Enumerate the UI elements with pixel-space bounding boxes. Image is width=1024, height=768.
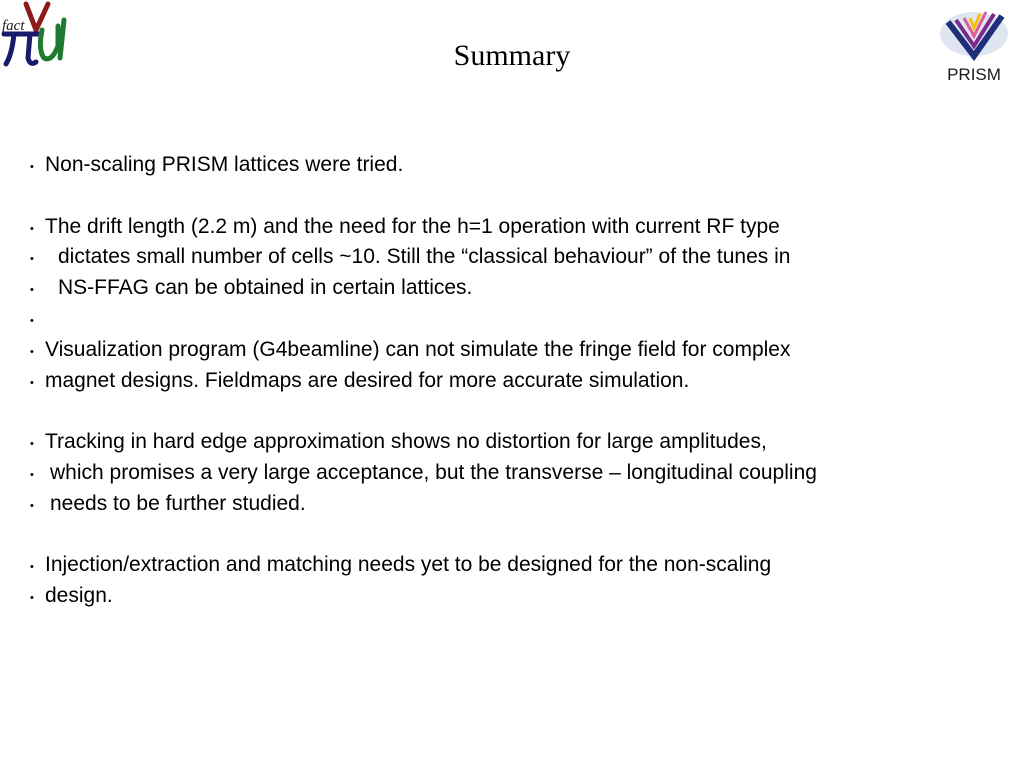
bullet-line: [30, 304, 1010, 335]
bullet-line: [30, 427, 1010, 458]
bullet-dot: •: [30, 468, 34, 481]
blank-line: [30, 520, 1010, 551]
bullet-text: needs to be further studied.: [50, 491, 306, 515]
bullet-text: Injection/extraction and matching needs yet to be designed for the non-scaling: [45, 553, 772, 577]
bullet-text: Non-scaling PRISM lattices were tried.: [45, 153, 404, 176]
bullet-line: [30, 335, 1010, 366]
bullet-text: design.: [45, 584, 113, 608]
blank-line: [30, 181, 1010, 212]
bullet-dot: •: [30, 314, 34, 327]
bullet-dot: •: [30, 284, 34, 297]
bullet-line: [30, 242, 1010, 273]
bullet-text: magnet designs. Fieldmaps are desired for more accurate simulation.: [45, 368, 690, 392]
bullet-line: [30, 489, 1010, 520]
blank-line: [30, 396, 1010, 427]
logo-fact-text: fact: [2, 18, 25, 34]
bullet-dot: •: [30, 222, 34, 235]
bullet-line: [30, 150, 1010, 181]
bullet-dot: •: [30, 438, 34, 451]
bullet-line: [30, 273, 1010, 304]
bullet-line: [30, 458, 1010, 489]
bullet-dot: •: [30, 345, 34, 358]
bullet-text: which promises a very large acceptance, but the transverse – longitudinal coupling: [50, 460, 817, 484]
bullet-text: Tracking in hard edge approximation shows no distortion for large amplitudes,: [45, 430, 767, 454]
bullet-dot: •: [30, 499, 34, 512]
bullet-line: [30, 212, 1010, 243]
bullet-line: [30, 366, 1010, 397]
bullet-line: [30, 581, 1010, 612]
slide-title: Summary: [453, 39, 571, 72]
bullet-text: Visualization program (G4beamline) can not simulate the fringe field for complex: [45, 337, 791, 361]
bullet-line: [30, 550, 1010, 581]
bullet-dot: •: [30, 161, 34, 173]
bullet-text: NS-FFAG can be obtained in certain lattices.: [58, 276, 473, 300]
logo-prism-text: PRISM: [947, 65, 1001, 84]
bullet-dot: •: [30, 592, 34, 605]
bullet-dot: •: [30, 561, 34, 574]
bullet-text: dictates small number of cells ~10. Still the “classical behaviour” of the tunes in: [58, 245, 791, 269]
bullet-dot: •: [30, 376, 34, 389]
bullet-dot: •: [30, 253, 34, 266]
bullet-list: [30, 150, 1010, 612]
bullet-text: The drift length (2.2 m) and the need for the h=1 operation with current RF type: [45, 214, 780, 238]
